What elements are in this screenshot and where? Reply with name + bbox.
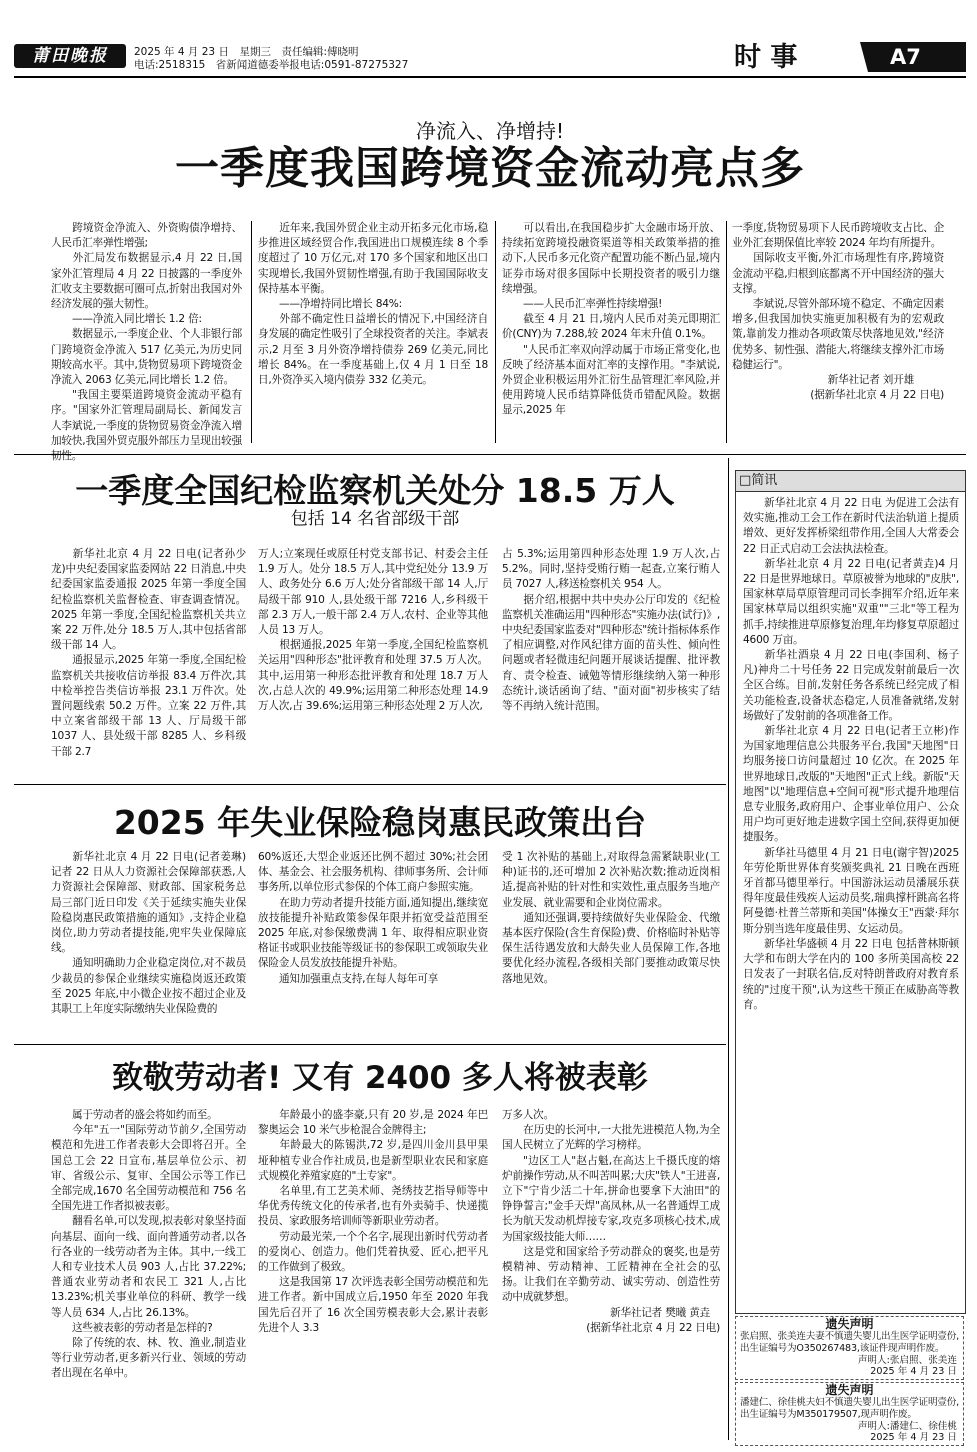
paragraph: 年龄最大的陈锡洪,72 岁,是四川金川县甲果垭种植专业合作社成员,也是新型职业农民和家庭式规模化养殖家庭的"土专家"。 — [258, 1139, 488, 1182]
brief-box — [735, 470, 966, 1314]
page-number: A7 — [890, 45, 921, 69]
paragraph: "人民币汇率双向浮动属于市场正常变化,也反映了经济基本面对汇率的支撑作用。"李斌说,外贸企业积极运用外汇衍生品管理汇率风险,并使用跨境人民币结算降低货币错配风险。数据显示,2025 年 — [502, 343, 720, 417]
paragraph: 外汇局发布数据显示,4 月 22 日,国家外汇管理局 4 月 22 日披露的一季度外汇收支主要数据可圈可点,折射出我国对外经济发展的强大韧性。 — [51, 252, 242, 311]
brief-item: 新华社酒泉 4 月 22 日电(李国利、杨子凡)神舟二十号任务 22 日完成发射前最后一次全区合练。目前,发射任务各系统已经完成了相关功能检查,设备状态稳定,人员准备就绪,发射场做好了发射前的各项准备工作。 — [743, 649, 959, 722]
paragraph: 受 1 次补贴的基础上,对取得急需紧缺职业(工种)证书的,还可增加 2 次补贴次数;推动近岗相适,提高补贴的针对性和实效性,重点服务当地产业发展、就业需要和企业岗位需求。 — [502, 851, 720, 909]
a2-subtitle: 包括 14 名省部级干部 — [290, 509, 460, 529]
a4-col-1 — [51, 1108, 246, 1440]
paragraph: 年龄最小的盛李豪,只有 20 岁,是 2024 年巴黎奥运会 10 米气步枪混合金牌得主; — [258, 1109, 488, 1137]
a3-col-2 — [258, 850, 488, 1033]
dateline-source: (据新华社北京 4 月 22 日电) — [586, 1321, 720, 1334]
paragraph: 近年来,我国外贸企业主动开拓多元化市场,稳步推进区域经贸合作,我国进出口规模连续 8 个季度超过了 10 万亿元,对 170 多个国家和地区出口实现增长,我国外贸韧性增强,有助于我国国际收支保持基本平衡。 — [258, 222, 488, 295]
subheading: ——人民币汇率弹性持续增强! — [523, 298, 663, 311]
brief-item: 新华社北京 4 月 22 日电 为促进工会法有效实施,推动工会工作在新时代法治轨道上提质增效、更好发挥桥梁纽带作用,全国人大常委会 22 日正式启动工会法执法检查。 — [743, 497, 959, 555]
paragraph: 这是党和国家给予劳动群众的褒奖,也是劳模精神、劳动精神、工匠精神在全社会的弘扬。让我们在辛勤劳动、诚实劳动、创造性劳动中成就梦想。 — [502, 1245, 720, 1304]
a4-col-3 — [502, 1108, 720, 1440]
paragraph: 在助力劳动者提升技能方面,通知提出,继续宽放技能提升补贴政策参保年限并拓宽受益范围至 2025 年底,对参保缴费满 1 年、取得相应职业资格证书或职业技能等级证书的参保职工或领取失业保险金人员发放技能提升补贴。 — [258, 896, 488, 970]
section-name: 时 事 — [734, 42, 798, 73]
paragraph: 跨境资金净流入、外资购债净增持、人民币汇率弹性增强; — [51, 222, 242, 250]
paragraph: 可以看出,在我国稳步扩大金融市场开放、持续拓宽跨境投融资渠道等相关政策举措的推动下,人民币多元化资产配置功能不断凸显,境内证券市场对很多国际中长期投资者的吸引力继续增强。 — [502, 222, 720, 295]
paragraph: 新华社北京 4 月 22 日电(记者姜琳)记者 22 日从人力资源社会保障部获悉,人力资源社会保障部、财政部、国家税务总局三部门近日印发《关于延续实施失业保险稳岗惠民政策措施的通知》,支持企业稳岗位,助力劳动者提技能,兜牢失业保障底线。 — [51, 851, 246, 955]
masthead-rule — [14, 76, 966, 78]
paragraph: 通报显示,2025 年第一季度,全国纪检监察机关共接收信访举报 83.4 万件次,其中检举控告类信访举报 23.1 万件次。处置问题线索 50.2 万件。立案 22 万件,其中立案省部级干部 13 人、厅局级干部 1037 人、县处级干部 8285 人、乡科级干部 2.7 — [51, 654, 246, 758]
notice-date: 2025 年 4 月 23 日 — [870, 1432, 957, 1443]
paragraph: 据介绍,根据中共中央办公厅印发的《纪检监察机关准确运用"四种形态"实施办法(试行)》,中央纪委国家监委对"四种形态"统计指标体系作了相应调整,对作风纪律方面的苗头性、倾向性问题或者轻微违纪问题开展谈话提醒、批评教育、责令检查、诫勉等情形继续纳入第一种形态统计,谈话函询了结、"面对面"初步核实了结等不再纳入统计范围。 — [502, 593, 720, 713]
a3-bottom-rule — [14, 1044, 726, 1045]
paragraph: 这些被表彰的劳动者是怎样的? — [72, 1321, 213, 1334]
a1-col-2 — [258, 221, 488, 443]
a2-bottom-rule — [14, 784, 726, 785]
paragraph: 外部不确定性日益增长的情况下,中国经济自身发展的确定性吸引了全球投资者的关注。李斌表示,2 月至 3 月外资净增持债券 269 亿美元,同比增长 84%。在一季度基础上,仅 4 月 1 日至 18 日,外资净买入境内债券 332 亿美元。 — [258, 313, 488, 387]
column-rule — [251, 221, 252, 443]
lost-notice — [735, 1316, 964, 1380]
a3-col-1 — [51, 850, 246, 1033]
paragraph: 名单里,有工艺美术师、尧绣技艺指导师等中华优秀传统文化的传承者,也有外卖骑手、快递揽投员、家政服务培训师等新职业劳动者。 — [258, 1185, 488, 1228]
notice-signer: 声明人:张启照、张美连 — [857, 1355, 957, 1366]
paragraph: 今年"五一"国际劳动节前夕,全国劳动模范和先进工作者表彰大会即将召开。全国总工会 22 日宣布,基层单位公示、初审、省级公示、复审、全国公示等工作已全部完成,1670 名全国劳动模范和 756 名全国先进工作者拟被表彰。 — [51, 1124, 246, 1213]
right-column-rule — [728, 458, 729, 1440]
paragraph: 除了传统的农、林、牧、渔业,制造业等行业劳动者,更多新兴行业、领域的劳动者出现在名单中。 — [51, 1337, 246, 1380]
a3-col-3 — [502, 850, 720, 1033]
paragraph: 通知明确助力企业稳定岗位,对不裁员少裁员的参保企业继续实施稳岗返还政策至 2025 年底,中小微企业按不超过企业及其职工上年度实际缴纳失业保险费的 — [51, 957, 246, 1016]
paragraph: 一季度,货物贸易项下人民币跨境收支占比、企业外汇套期保值比率较 2024 年均有所提升。 — [732, 222, 944, 250]
notice-signer: 声明人:潘建仁、徐佳桃 — [857, 1421, 957, 1432]
notice-heading: 遗失声明 — [825, 1383, 874, 1397]
newspaper-logo-text: 莆田晚报 — [32, 46, 108, 66]
column-rule — [726, 221, 727, 443]
a1-col-1 — [51, 221, 242, 463]
paragraph: 通知加强重点支持,在每人每年可享 — [279, 972, 439, 985]
paragraph: 劳动最光荣,一个个名字,展现出新时代劳动者的爱岗心、创造力。他们凭着执爱、匠心,把平凡的工作做到了极致。 — [258, 1230, 488, 1274]
page-tab-notch — [860, 42, 868, 72]
paragraph: 李斌说,尽管外部环境不稳定、不确定因素增多,但我国加快实施更加积极有为的宏观政策,靠前发力推动各项政策尽快落地见效,"经济优势多、韧性强、潜能大,将继续支撑外汇市场稳健运行"。 — [732, 298, 944, 371]
a1-kicker: 净流入、净增持! — [415, 119, 565, 143]
subheading: ——净流入同比增长 1.2 倍: — [72, 313, 202, 326]
byline: 新华社记者 樊曦 黄垚 — [610, 1306, 710, 1319]
paragraph: 属于劳动者的盛会将如约而至。 — [72, 1109, 218, 1121]
a2-title: 一季度全国纪检监察机关处分 18.5 万人 — [75, 471, 675, 510]
brief-item: 新华社北京 4 月 22 日电(记者黄垚)4 月 22 日是世界地球日。草原被誉为地球的"皮肤",国家林草局草原管理司司长李拥军介绍,近年来国家林草局以组织实施"双重""三北"等工程为抓手,持续推进草原修复治理,年均修复草原超过 4600 万亩。 — [743, 557, 959, 646]
a1-bottom-rule — [14, 454, 966, 455]
paragraph: 通知还强调,要持续做好失业保险金、代缴基本医疗保险(含生育保险)费、价格临时补贴等保生活待遇发放和大龄失业人员保障工作,各地要优化经办流程,各级相关部门要推动政策尽快落地见效。 — [502, 911, 720, 985]
a1-title: 一季度我国跨境资金流动亮点多 — [175, 143, 805, 194]
column-rule — [495, 221, 496, 443]
a2-col-1 — [51, 547, 246, 773]
masthead — [0, 0, 977, 80]
paragraph: 截至 4 月 21 日,境内人民币对美元即期汇价(CNY)为 7.288,较 2024 年末升值 0.1%。 — [502, 313, 720, 341]
paragraph: 60%返还,大型企业返还比例不超过 30%;社会团体、基金会、社会服务机构、律师事务所、会计师事务所,以单位形式参保的个体工商户参照实施。 — [258, 851, 488, 894]
paragraph: 根据通报,2025 年第一季度,全国纪检监察机关运用"四种形态"批评教育和处理 37.5 万人次。其中,运用第一种形态批评教育和处理 18.7 万人次,占总人次的 49.9%;运用第二种形态处理 14.9 万人次,占 39.6%;运用第三种形态处理 2 万人次, — [258, 639, 488, 713]
paragraph: "边区工人"赵占魁,在高达上千摄氏度的熔炉前操作劳动,从不叫苦叫累;大庆"铁人"王进喜,立下"宁肯少活二十年,拼命也要拿下大油田"的铮铮誓言;"金手天焊"高凤林,从一名普通焊工成长为航天发动机焊接专家,攻克多项核心技术,成为国家级技能大师…… — [502, 1154, 720, 1243]
notice-date: 2025 年 4 月 23 日 — [870, 1366, 957, 1377]
paragraph: 在历史的长河中,一大批先进模范人物,为全国人民树立了光辉的学习榜样。 — [502, 1124, 720, 1152]
paragraph: 数据显示,一季度企业、个人非银行部门跨境资金净流入 517 亿美元,为历史同期较高水平。其中,货物贸易项下跨境资金净流入 2063 亿美元,同比增长 1.2 倍。 — [51, 328, 242, 387]
a1-col-3 — [502, 221, 720, 443]
paragraph: 万人;立案现任或原任村党支部书记、村委会主任 1.9 万人。处分 18.5 万人,其中党纪处分 13.9 万人、政务处分 6.6 万人;处分省部级干部 14 人,厅局级干部 910 人,县处级干部 7216 人,乡科级干部 2.3 万人,一般干部 2.4 万人,农村、企业等其他人员 13 万人。 — [258, 548, 488, 637]
lost-notice — [735, 1382, 964, 1446]
a3-title: 2025 年失业保险稳岗惠民政策出台 — [113, 803, 647, 842]
a4-col-2 — [258, 1108, 488, 1440]
a4-title: 致敬劳动者! 又有 2400 多人将被表彰 — [112, 1060, 648, 1096]
a2-col-2 — [258, 547, 488, 773]
paragraph: 新华社北京 4 月 22 日电(记者孙少龙)中央纪委国家监委网站 22 日消息,中央纪委国家监委通报 2025 年第一季度全国纪检监察机关监督检查、审查调查情况。2025 年第一季度,全国纪检监察机关共立案 22 万件,处分 18.5 万人,其中包括省部级干部 14 人。 — [51, 548, 246, 652]
notice-body: 潘建仁、徐佳桃夫妇不慎遗失婴儿出生医学证明壹份,出生证编号为M350179507,现声明作废。 — [740, 1397, 959, 1420]
paragraph: 万多人次。 — [502, 1109, 554, 1121]
date-editor-line: 2025 年 4 月 23 日 星期三 责任编辑:傅晓明 — [134, 46, 359, 58]
brief-heading: □简讯 — [736, 471, 965, 492]
brief-item: 新华社马德里 4 月 21 日电(谢宇智)2025 年劳伦斯世界体育奖颁奖典礼 21 日晚在西班牙首都马德里举行。中国游泳运动员潘展乐获得年度最佳残疾人运动员奖,瑞典撑杆跳高名将阿曼德·杜普兰蒂斯和美国"体操女王"西蒙·拜尔斯分别当选年度最佳男、女运动员。 — [743, 846, 959, 935]
paragraph: 翻看名单,可以发现,拟表彰对象坚持面向基层、面向一线、面向普通劳动者,以各行各业的一线劳动者为主体。其中,一线工人和专业技术人员 903 人,占比 37.22%;普通农业劳动者和农民工 321 人,占比 13.23%;机关事业单位的科研、教学一线等人员 634 人,占比 26.13%。 — [51, 1215, 246, 1319]
dateline-source: (据新华社北京 4 月 22 日电) — [810, 389, 944, 402]
notice-body: 张启照、张美连夫妻不慎遗失婴儿出生医学证明壹份,出生证编号为O350267483,该证件现声明作废。 — [740, 1331, 959, 1354]
paragraph: "我国主要渠道跨境资金流动平稳有序。"国家外汇管理局副局长、新闻发言人李斌说,一季度的货物贸易资金净流入增加较快,我国外贸克服外部压力呈现出较强韧性。 — [51, 389, 242, 463]
phone-line: 电话:2518315 省新闻道德委举报电话:0591-87275327 — [134, 59, 409, 71]
a1-col-4 — [732, 221, 944, 443]
a2-col-3 — [502, 547, 720, 773]
byline: 新华社记者 刘开雄 — [827, 374, 914, 387]
paragraph: 占 5.3%;运用第四种形态处理 1.9 万人次,占 5.2%。同时,坚持受贿行贿一起查,立案行贿人员 7027 人,移送检察机关 954 人。 — [502, 548, 720, 591]
brief-item: 新华社北京 4 月 22 日电(记者王立彬)作为国家地理信息公共服务平台,我国"天地图"日均服务接口访问量超过 10 亿次。在 2025 年世界地球日,改版的"天地图"正式上线。新版"天地图"以"地理信息+空间可视"形式提升地理信息专业服务,政府用户、企事业单位用户、公众用户均可更好地走进数字国土空间,获得更加便捷服务。 — [743, 725, 959, 844]
subheading: ——净增持同比增长 84%: — [279, 298, 403, 311]
notice-heading: 遗失声明 — [825, 1317, 874, 1331]
paragraph: 国际收支平衡,外汇市场理性有序,跨境资金流动平稳,归根到底都离不开中国经济的强大支撑。 — [732, 252, 944, 295]
paragraph: 这是我国第 17 次评选表彰全国劳动模范和先进工作者。新中国成立后,1950 年至 2020 年我国先后召开了 16 次全国劳模表彰大会,累计表彰先进个人 3.3 — [258, 1276, 488, 1334]
brief-item: 新华社华盛顿 4 月 22 日电 包括普林斯顿大学和布朗大学在内的 100 多所美国高校 22 日发表了一封联名信,反对特朗普政府对教育系统的"过度干预",认为这些干预正在威胁高等教育。 — [743, 937, 959, 1011]
brief-list — [736, 492, 965, 1013]
